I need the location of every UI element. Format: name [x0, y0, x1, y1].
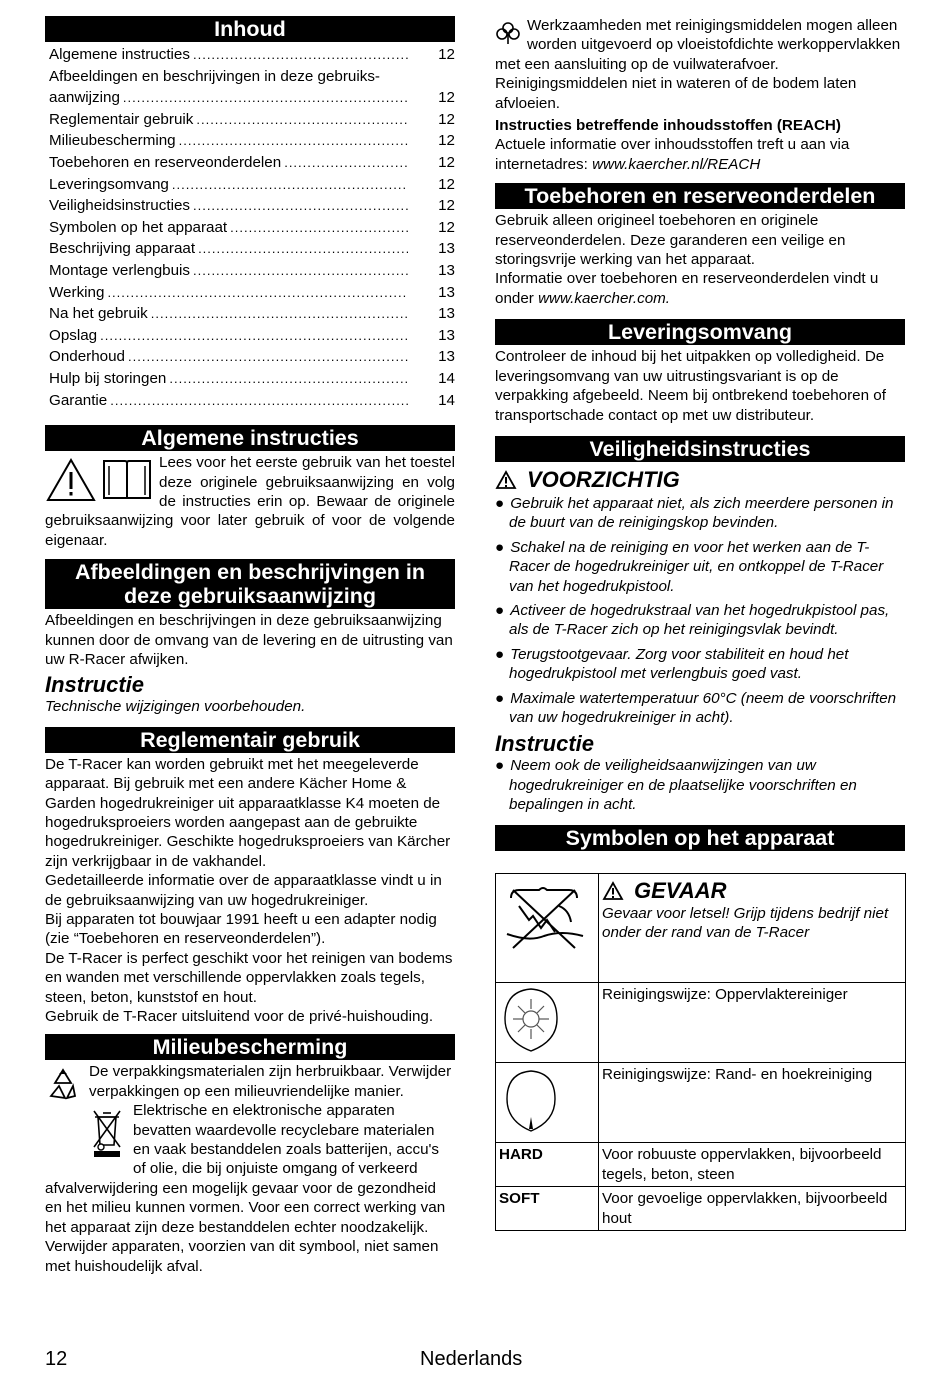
danger-text: Gevaar voor letsel! Grijp tijdens bedrijf niet onder der rand van de T-Racer: [602, 904, 889, 941]
toc-page-number: 12: [438, 110, 455, 128]
toc-entry: Onderhoud ..... 13: [49, 346, 455, 368]
warning-triangle-icon: [602, 881, 624, 901]
toebehoren-text-2: Informatie over toebehoren en reserveonderdelen vindt u onder: [495, 270, 879, 307]
table-row: [496, 1143, 906, 1187]
table-row: [496, 1187, 906, 1231]
warning-triangle-icon: [45, 457, 97, 508]
soft-label: SOFT: [496, 1187, 599, 1231]
toc-leader: [169, 368, 408, 390]
afbeeldingen-heading-line2: deze gebruiksaanwijzing: [123, 584, 377, 609]
surface-cleaning-icon: [501, 985, 561, 1055]
milieu-text-2: Elektrische en elektronische apparaten bevatten waardevolle recyclebare materialen en vaak bestanddelen zoals batterijen, accu's of olie, die bij onjuiste omgang of verkeerd afvalverwijdering een mogelijk gevaar voor de gezondheid en het milieu kunnen vormen. Voor een correct werking van het apparaat zijn deze bestanddelen echter noodzakelijk. Verwijder apparaten, voorzien van dit symbool, niet samen met huishoudelijk afval.: [45, 1102, 446, 1275]
toc-leader: [151, 303, 408, 325]
toc-page-number: 12: [438, 46, 455, 63]
reach-url: www.kaercher.nl/REACH: [592, 155, 761, 173]
toc-leader: [193, 260, 408, 282]
milieu-heading: Milieubescherming: [45, 1034, 455, 1060]
toc-page-number: 13: [438, 240, 455, 258]
warning-triangle-icon: [495, 470, 517, 490]
symbolen-heading: Symbolen op het apparaat: [495, 825, 905, 851]
toc-entry: Werking ..... 13: [49, 282, 455, 304]
table-of-contents: [49, 44, 455, 411]
table-row: [496, 982, 906, 1062]
detergent-text: Werkzaamheden met reinigingsmiddelen mogen alleen worden uitgevoerd op vloeistofdichte werkoppervlakken met een aansluiting op de vuilwaterafvoer. Reinigingsmiddelen niet in wateren of de bodem laten afvloeien.: [495, 17, 901, 112]
veiligheid-note-title: Instructie: [495, 731, 595, 757]
table-row: [496, 873, 906, 982]
reglementair-paragraph: Bij apparaten tot bouwjaar 1991 heeft u een adapter nodig (zie “Toebehoren en reserveonderdelen”).: [45, 911, 437, 948]
table-row: [496, 1063, 906, 1143]
toebehoren-heading: Toebehoren en reserveonderdelen: [495, 183, 905, 209]
language-label: Nederlands: [420, 1348, 523, 1370]
toc-page-number: 12: [438, 153, 455, 171]
reglementair-section: [45, 755, 455, 1027]
toc-entry: Montage verlengbuis ..... 13: [49, 260, 455, 282]
toc-leader: [196, 109, 408, 131]
danger-heading: [602, 878, 902, 904]
levering-text: Controleer de inhoud bij het uitpakken op volledigheid. De leveringsomvang van uw uitrustingsvariant is op de verpakking afgebeeld. Neem bij ontbrekend toebehoren of transportschade contact op met uw distributeur.: [495, 348, 886, 424]
afbeeldingen-text: Afbeeldingen en beschrijvingen in deze gebruiksaanwijzing kunnen door de omvang van de levering en de uitrusting van uw R-Racer afwijken.: [45, 612, 453, 668]
toc-page-number: 13: [438, 261, 455, 279]
veiligheid-heading: Veiligheidsinstructies: [495, 436, 905, 462]
toc-leader: [172, 174, 408, 196]
page-number: 12: [45, 1348, 68, 1370]
reach-text: Actuele informatie over inhoudsstoffen treft u aan via internetadres:: [495, 136, 850, 173]
voorzichtig-heading: [495, 468, 905, 492]
levering-heading: Leveringsomvang: [495, 319, 905, 345]
reglementair-paragraph: Gedetailleerde informatie over de apparaatklasse vindt u in de gebruiksaanwijzing van uw hogedrukreiniger.: [45, 872, 442, 909]
voorzichtig-title: VOORZICHTIG: [527, 466, 680, 492]
toc-entry: Milieubescherming ..... 12: [49, 130, 455, 152]
toc-page-number: 12: [438, 175, 455, 193]
toc-page-number: 12: [438, 132, 455, 150]
toc-entry: Beschrijving apparaat ..... 13: [49, 238, 455, 260]
toebehoren-paragraph-2: [495, 269, 905, 308]
row2-text: Reinigingswijze: Oppervlaktereiniger: [599, 982, 906, 1062]
toc-page-number: 13: [438, 283, 455, 301]
toc-entry: Leveringsomvang ..... 12: [49, 174, 455, 196]
afbeeldingen-heading-line1: Afbeeldingen en beschrijvingen in: [74, 560, 426, 585]
toebehoren-url: www.kaercher.com.: [538, 289, 671, 307]
toc-page-number: 12: [438, 89, 455, 107]
safety-list: [495, 494, 905, 727]
hand-hazard-icon-cell: [496, 873, 599, 982]
algemene-text: Lees voor het eerste gebruik van het toestel deze originele gebruiksaanwijzing en volg de instructies erin op. Bewaar de originele gebruiksaanwijzing voor later gebruik of voor de volgende eigenaar.: [45, 454, 455, 549]
hard-text: Voor robuuste oppervlakken, bijvoorbeeld tegels, beton, steen: [599, 1143, 906, 1187]
toc-page-number: 14: [438, 391, 455, 409]
reach-paragraph: [495, 135, 905, 174]
toc-leader: [193, 195, 408, 217]
toc-leader: [110, 390, 408, 412]
algemene-heading: Algemene instructies: [45, 425, 455, 451]
list-item: ● Activeer de hogedrukstraal van het hogedrukpistool pas, als de T-Racer zich op het reinigingsvlak bevindt.: [495, 601, 890, 639]
toc-leader: [284, 152, 408, 174]
reglementair-paragraph: De T-Racer kan worden gebruikt met het meegeleverde apparaat. Bij gebruik met een andere Kächer Home & Garden hogedrukreiniger uit apparaatklasse K4 moeten de hogedruksproeiers worden aangepast aan de gebruikte hogedrukreiniger. Geschikte hogedruksproeiers van Kärcher zijn verkrijgbaar in de vakhandel.: [45, 755, 451, 870]
milieu-text-1: De verpakkingsmaterialen zijn herbruikbaar. Verwijder verpakkingen op een milieuvriendelijke manier.: [89, 1063, 452, 1100]
toc-leader: [100, 325, 408, 347]
toc-entry: Na het gebruik ..... 13: [49, 303, 455, 325]
toc-leader: [198, 238, 408, 260]
toc-entry: Reglementair gebruik ..... 12: [49, 109, 455, 131]
toc-page-number: 14: [438, 369, 455, 387]
toc-entry-line: Afbeeldingen en beschrijvingen in deze gebruiks-: [49, 67, 380, 85]
danger-cell: [599, 873, 906, 982]
hand-hazard-icon: [499, 876, 589, 956]
detergent-section: [495, 16, 905, 174]
row3-text: Reinigingswijze: Rand- en hoekreiniging: [599, 1063, 906, 1143]
afbeeldingen-note-title: Instructie: [45, 672, 145, 698]
milieu-section: [45, 1062, 455, 1275]
toc-page-number: 12: [438, 218, 455, 236]
hard-label: HARD: [496, 1143, 599, 1187]
toc-heading: Inhoud: [45, 16, 455, 42]
reglementair-paragraph: Gebruik de T-Racer uitsluitend voor de privé-huishouding.: [45, 1008, 434, 1026]
right-column: [495, 16, 905, 1231]
toc-leader: [193, 44, 408, 66]
toc-entry: aanwijzing ..... 12: [49, 87, 455, 109]
edge-cleaning-icon: [501, 1065, 561, 1135]
reglementair-paragraph: De T-Racer is perfect geschikt voor het reinigen van bodems en wanden met verschillende oppervlakken zoals tegels, steen, beton, kunststof en hout.: [45, 949, 453, 1006]
toc-entry: Toebehoren en reserveonderdelen ..... 12: [49, 152, 455, 174]
list-item: ● Schakel na de reiniging en voor het werken aan de T-Racer de hogedrukreiniger uit, en ontkoppel de T-Racer van het hogedrukpistool.: [495, 538, 884, 595]
edge-cleaning-icon-cell: [496, 1063, 599, 1143]
toc-page-number: 13: [438, 348, 455, 366]
toebehoren-text-1: Gebruik alleen origineel toebehoren en originele reserveonderdelen. Deze garanderen een veilige en storingsvrije werking van het apparaat.: [495, 212, 846, 269]
toc-leader: [179, 130, 408, 152]
toc-leader: [128, 346, 408, 368]
symbols-table: [495, 873, 906, 1231]
toc-entry: Garantie ..... 14: [49, 390, 455, 412]
toc-entry: Veiligheidsinstructies ..... 12: [49, 195, 455, 217]
toc-entry: Hulp bij storingen ..... 14: [49, 368, 455, 390]
list-item: ● Neem ook de veiligheidsaanwijzingen van uw hogedrukreiniger en de plaatselijke voorschriften en bepalingen in acht.: [495, 757, 857, 814]
left-column: [45, 16, 455, 1276]
afbeeldingen-note-text: Technische wijzigingen voorbehouden.: [45, 698, 306, 716]
toc-page-number: 12: [438, 197, 455, 215]
toc-page-number: 13: [438, 326, 455, 344]
environment-tree-icon: [495, 20, 521, 51]
toc-entry: Algemene instructies ..... 12: [49, 44, 455, 66]
afbeeldingen-heading: [45, 559, 455, 609]
manual-book-icon: [101, 457, 153, 506]
surface-cleaner-icon-cell: [496, 982, 599, 1062]
soft-text: Voor gevoelige oppervlakken, bijvoorbeeld hout: [599, 1187, 906, 1231]
list-item: ● Gebruik het apparaat niet, als zich meerdere personen in de buurt van de reinigingskop bevinden.: [495, 494, 894, 532]
reglementair-heading: Reglementair gebruik: [45, 727, 455, 753]
weee-bin-icon: [89, 1105, 125, 1164]
toc-page-number: 13: [438, 305, 455, 323]
list-item: ● Maximale watertemperatuur 60°C (neem de voorschriften van uw hogedrukreiniger in acht).: [495, 689, 897, 726]
toc-entry: Symbolen op het apparaat ..... 12: [49, 217, 455, 239]
reach-title: Instructies betreffende inhoudsstoffen (REACH): [495, 117, 841, 135]
toc-leader: [230, 217, 408, 239]
toc-entry: Opslag ..... 13: [49, 325, 455, 347]
list-item: ● Terugstootgevaar. Zorg voor stabiliteit en houd het hogedrukpistool met verlengbuis goed vast.: [495, 645, 849, 683]
toc-leader: [107, 282, 408, 304]
recycling-icon: [45, 1066, 81, 1107]
danger-title: GEVAAR: [634, 877, 727, 903]
algemene-section: [45, 453, 455, 550]
toc-leader: [123, 87, 408, 109]
